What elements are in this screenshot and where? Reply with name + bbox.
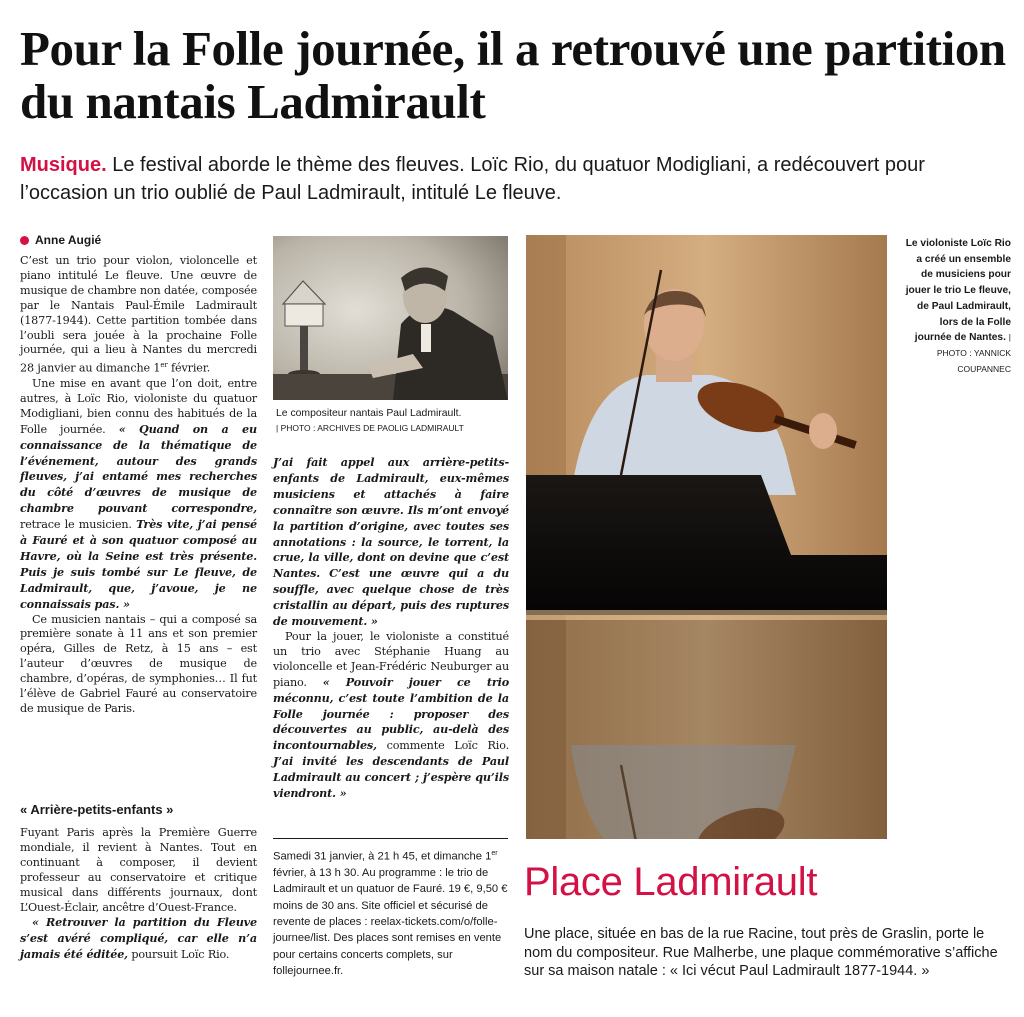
paragraph: Ce musicien nantais – qui a composé sa première sonate à 11 ans et son premier opéra, Gilles de Retz, à 15 ans – est l’auteur d’œuvres de musique de chambre, d’opéras, de symphonies… Il fut l’élève de Gabriel Fauré au conservatoire de musique de Paris.: [20, 612, 257, 716]
photo-credit: | PHOTO : YANNICK COUPANNEC: [936, 332, 1011, 374]
article-column-2: [273, 455, 509, 802]
author-name: Anne Augié: [35, 233, 102, 247]
violinist-photo: [526, 235, 887, 839]
bullet-dot-icon: [20, 236, 29, 245]
article-column-1: [20, 254, 257, 717]
concert-info-box: Samedi 31 janvier, à 21 h 45, et dimanche 1er février, à 13 h 30. Au programme : le trio de Ladmirault et un quatuor de Fauré. 19 €, 9,50 € moins de 30 ans. Site officiel et sécurisé de revente de places : reelax-tickets.com/o/folle-journee/list. Des places sont remises en vente pour certains concerts complets, sur follejournee.fr.: [273, 838, 508, 979]
photo-credit: | PHOTO : ARCHIVES DE PAOLIG LADMIRAULT: [276, 423, 464, 433]
paragraph: Une mise en avant que l’on doit, entre autres, à Loïc Rio, violoniste du quatuor Modigliani, bien connu des habitués de la Folle journée. « Quand on a eu connaissance de la thématique de l’événement, autour des grands fleuves, j’ai entamé mes recherches du côté d’œuvres de musique de chambre pouvant correspondre, retrace le musicien. Très vite, j’ai pensé à Fauré et à son quatuor composé au Havre, où la Seine est très présente. Puis je suis tombé sur Le fleuve, de Ladmirault, que, j’avoue, je ne connaissais pas. »: [20, 376, 257, 611]
composer-photo-caption: [276, 407, 464, 435]
paragraph: « Retrouver la partition du Fleuve s’est avéré compliqué, car elle n’a jamais été éditée, poursuit Loïc Rio.: [20, 915, 257, 962]
subheading: « Arrière-petits-enfants »: [20, 802, 174, 817]
article-column-1-continued: [20, 826, 257, 963]
violinist-photo-caption: [903, 236, 1011, 377]
standfirst: [20, 151, 1010, 207]
composer-portrait-photo: [273, 236, 508, 400]
paragraph: Pour la jouer, le violoniste a constitué un trio avec Stéphanie Huang au violoncelle et Jean-Frédéric Neuburger au piano. « Pouvoir jouer ce trio méconnu, c’est toute l’ambition de la Folle journée : proposer des découvertes au public, au-delà des incontournables, commente Loïc Rio. J’ai invité les descendants de Paul Ladmirault au concert ; j’espère qu’ils viendront. »: [273, 629, 510, 801]
standfirst-text: Le festival aborde le thème des fleuves. Loïc Rio, du quatuor Modigliani, a redécouvert pour l’occasion un trio oublié de Paul Ladmirault, intitulé Le fleuve.: [20, 154, 925, 204]
byline: [20, 233, 101, 247]
paragraph: C’est un trio pour violon, violoncelle et piano intitulé Le fleuve. Une œuvre de musique de chambre non datée, composée par le Nantais Paul-Émile Ladmirault (1877-1944). Cette partition tombée dans l’oubli sera jouée à la prochaine Folle journée, qui a lieu à Nantes du mercredi 28 janvier au dimanche 1er février.: [20, 254, 257, 376]
caption-text: Le violoniste Loïc Rio a créé un ensemble de musiciens pour jouer le trio Le fleuve, de Paul Ladmirault, lors de la Folle journée de Nantes.: [905, 238, 1011, 344]
paragraph: Fuyant Paris après la Première Guerre mondiale, il revient à Nantes. Tout en continuant à composer, il devient professeur au conservatoire et critique musical dans différents journaux, dont L’Ouest-Éclair, ancêtre d’Ouest-France.: [20, 826, 257, 914]
paragraph: J’ai fait appel aux arrière-petits-enfants de Ladmirault, eux-mêmes musiciens et attachés à faire connaître son œuvre. Ils m’ont envoyé la partition d’origine, avec toutes ses annotations : la source, le torrent, la crue, la ville, dont on devine que c’est Nantes. C’est une œuvre qui a du souffle, avec quelque chose de très cristallin au départ, puis des ruptures de mouvement. »: [273, 455, 509, 629]
sidebar-text: Une place, située en bas de la rue Racine, tout près de Graslin, porte le nom du compositeur. Rue Malherbe, une plaque commémorative s’affiche sur sa maison natale : « Ici vécut Paul Ladmirault 1877-1944. »: [524, 926, 998, 979]
caption-text: Le compositeur nantais Paul Ladmirault.: [276, 408, 462, 419]
violinist-illustration: [526, 235, 887, 839]
headline: Pour la Folle journée, il a retrouvé une partition du nantais Ladmirault: [20, 21, 1006, 129]
composer-portrait-illustration: [273, 236, 508, 400]
kicker: Musique.: [20, 154, 107, 176]
sidebar-title: Place Ladmirault: [524, 860, 818, 904]
